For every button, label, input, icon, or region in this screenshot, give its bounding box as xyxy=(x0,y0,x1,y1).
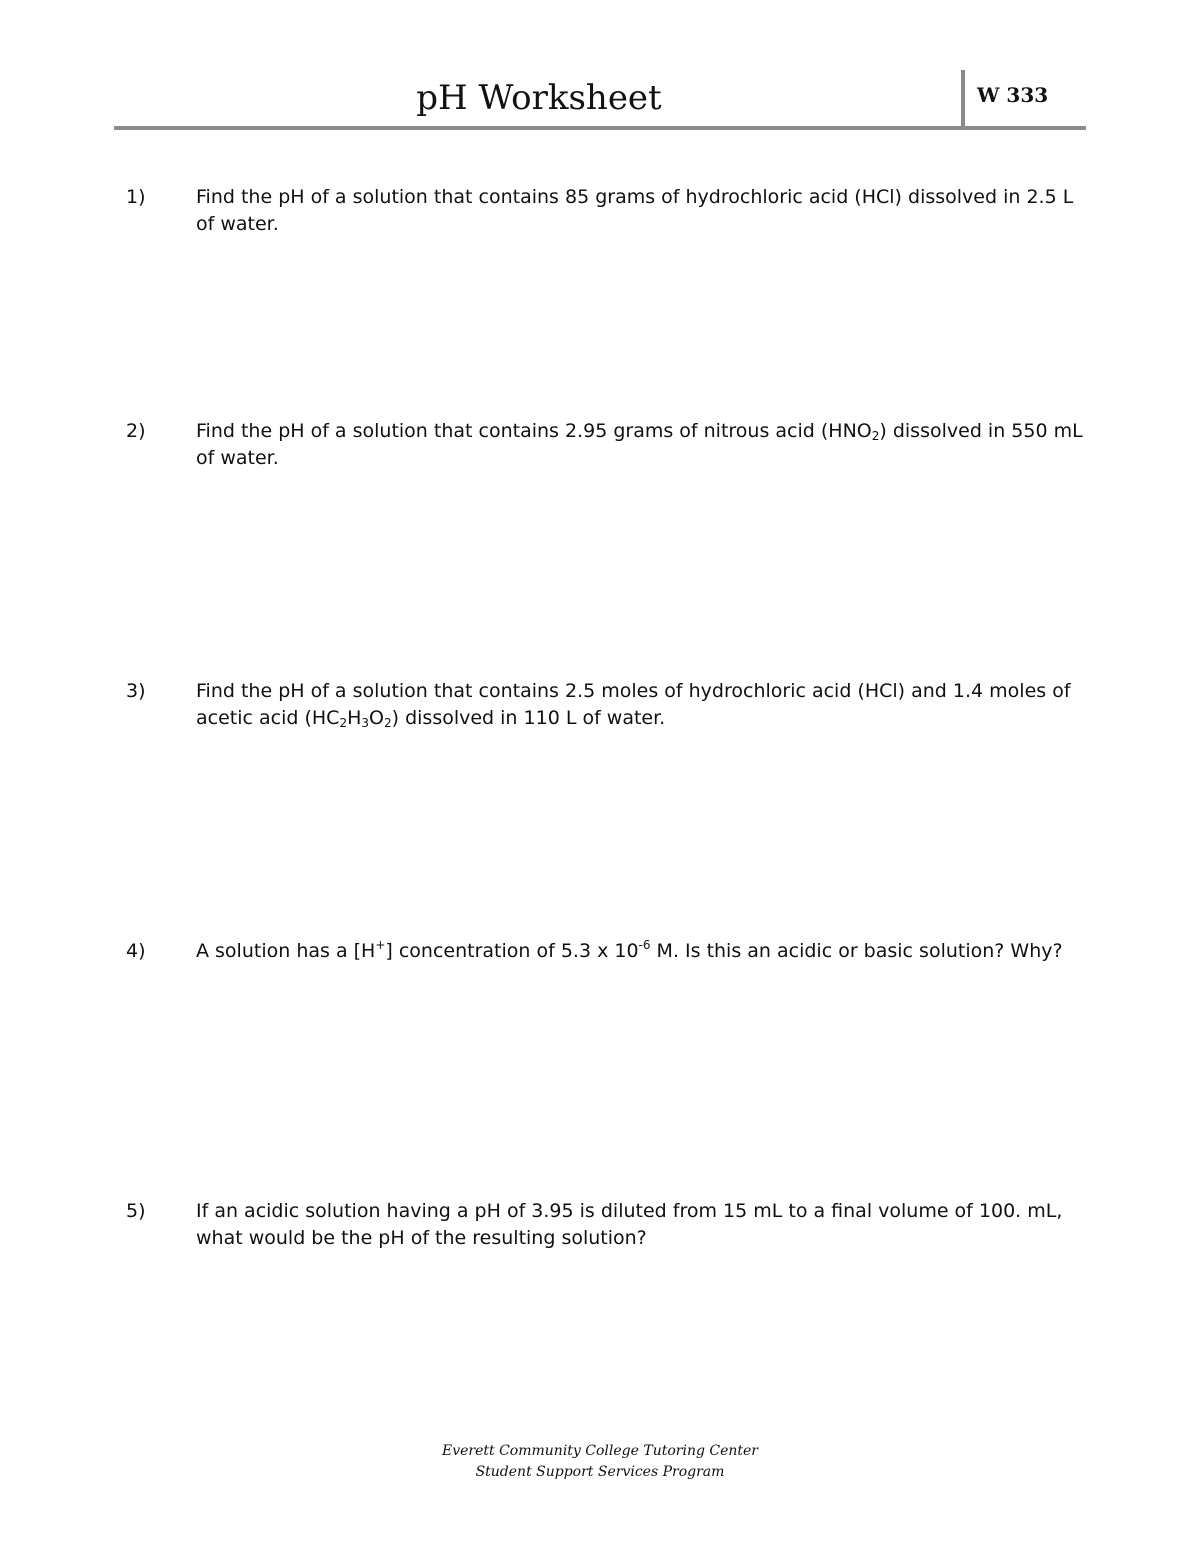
question-text: Find the pH of a solution that contains 85 grams of hydrochloric acid (HCl) dissolved in 2.5 L of water. xyxy=(196,186,1074,235)
question-number: 4) xyxy=(126,940,146,962)
question-number: 2) xyxy=(126,420,146,442)
question-number: 3) xyxy=(126,680,146,702)
question-text: Find the pH of a solution that contains 2.5 moles of hydrochloric acid (HCl) and 1.4 moles of acetic acid $(HC_2H_3O_2)$ dissolved in 110 L of water. xyxy=(196,680,1071,730)
question-text: A solution has a [H+] concentration of 5.3 x $10^{-6}$ M. Is this an acidic or basic solution? Why? xyxy=(196,938,1063,962)
question-number: 1) xyxy=(126,186,146,208)
footer-line-1: Everett Community College Tutoring Center xyxy=(442,1443,758,1459)
page-title: pH Worksheet xyxy=(416,78,662,118)
footer-line-2: Student Support Services Program xyxy=(475,1464,725,1480)
header-rule xyxy=(114,126,1086,130)
worksheet-code: W 333 xyxy=(977,83,1049,107)
question-text: If an acidic solution having a pH of 3.95 is diluted from 15 mL to a final volume of 100. mL, what would be the pH of the resulting solution? xyxy=(196,1200,1063,1249)
page-footer xyxy=(0,1441,1200,1483)
question-number: 5) xyxy=(126,1200,146,1222)
header-divider xyxy=(961,70,965,128)
question-text: Find the pH of a solution that contains 2.95 grams of nitrous acid $(HNO_2)$ dissolved in 550 mL of water. xyxy=(196,420,1083,469)
